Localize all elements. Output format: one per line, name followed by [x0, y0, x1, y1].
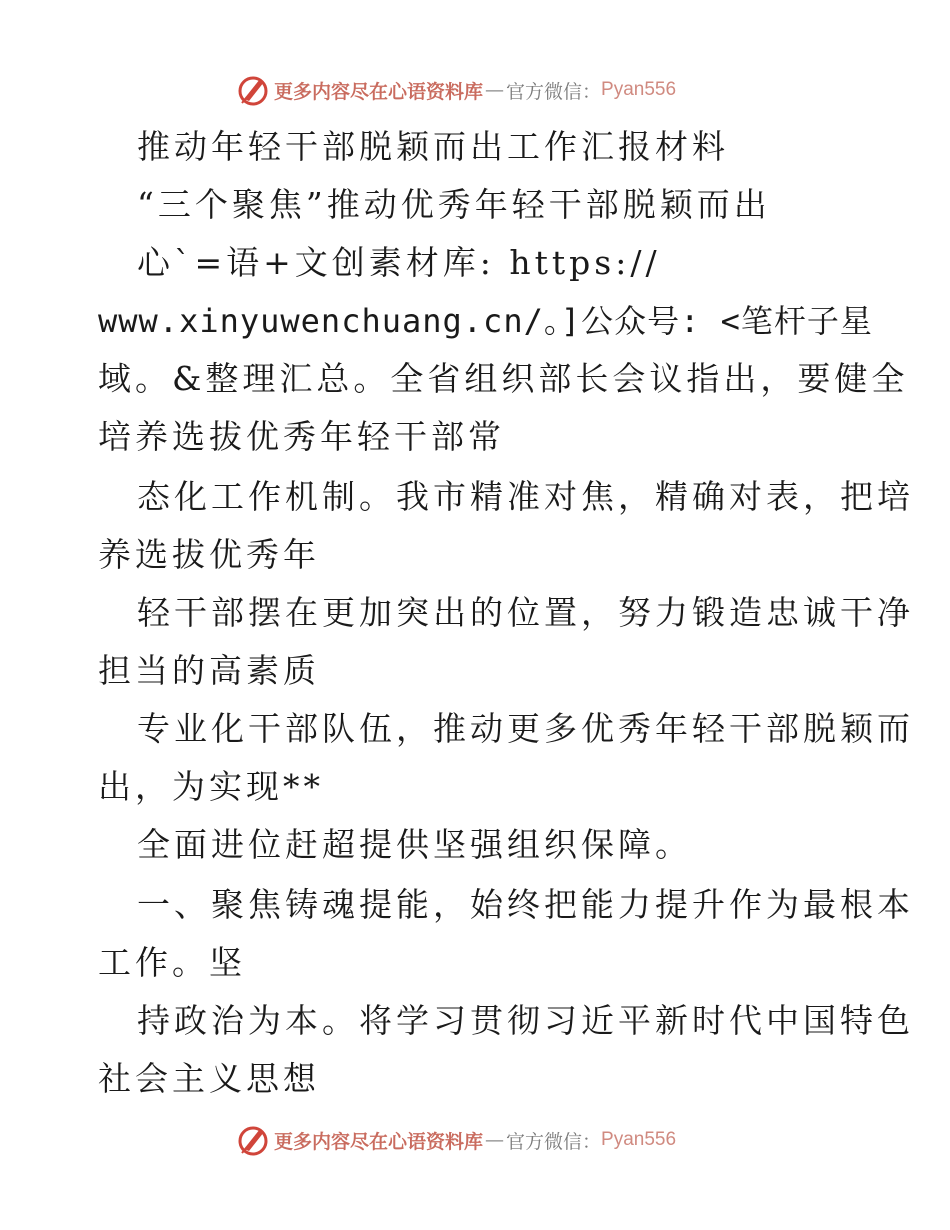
doc-line: 态化工作机制。我市精准对焦，精确对表，把培	[137, 477, 914, 516]
footer-site-text: 更多内容尽在心语资料库	[274, 1130, 484, 1153]
doc-line: 担当的高素质	[98, 651, 320, 690]
header-wechat-id: Pyan556	[601, 79, 677, 100]
footer-wechat-id: Pyan556	[601, 1129, 677, 1150]
doc-heading-1: 一、聚焦铸魂提能，始终把能力提升作为最根本	[137, 885, 914, 924]
doc-line: 专业化干部队伍，推动更多优秀年轻干部脱颖而	[137, 709, 914, 748]
doc-subtitle: “三个聚焦”推动优秀年轻干部脱颖而出	[137, 185, 771, 224]
header-dash: —	[485, 79, 505, 101]
doc-line: 养选拔优秀年	[98, 535, 320, 574]
doc-line: 全面进位赶超提供坚强组织保障。	[137, 825, 692, 864]
doc-line: 出，为实现**	[98, 767, 324, 806]
doc-title: 推动年轻干部脱颖而出工作汇报材料	[137, 127, 729, 166]
footer-dash: —	[485, 1129, 505, 1151]
quill-logo-icon	[236, 73, 270, 107]
header-watermark	[236, 72, 756, 108]
doc-line: 培养选拔优秀年轻干部常	[98, 417, 505, 456]
footer-wechat-label: 官方微信：	[506, 1130, 602, 1153]
doc-line: www.xinyuwenchuang.cn/。]公众号: <笔杆子星	[98, 302, 873, 340]
doc-line: 轻干部摆在更加突出的位置，努力锻造忠诚干净	[137, 593, 914, 632]
doc-line: 心`=语+文创素材库: https://	[137, 243, 661, 282]
doc-line: 社会主义思想	[98, 1059, 320, 1098]
quill-logo-icon	[236, 1123, 270, 1157]
header-wechat-label: 官方微信：	[506, 80, 602, 103]
header-site-text: 更多内容尽在心语资料库	[274, 80, 484, 103]
doc-line: 工作。坚	[98, 943, 246, 982]
doc-line: 域。&整理汇总。全省组织部长会议指出，要健全	[98, 359, 909, 398]
footer-watermark	[236, 1122, 756, 1158]
doc-line: 持政治为本。将学习贯彻习近平新时代中国特色	[137, 1001, 914, 1040]
